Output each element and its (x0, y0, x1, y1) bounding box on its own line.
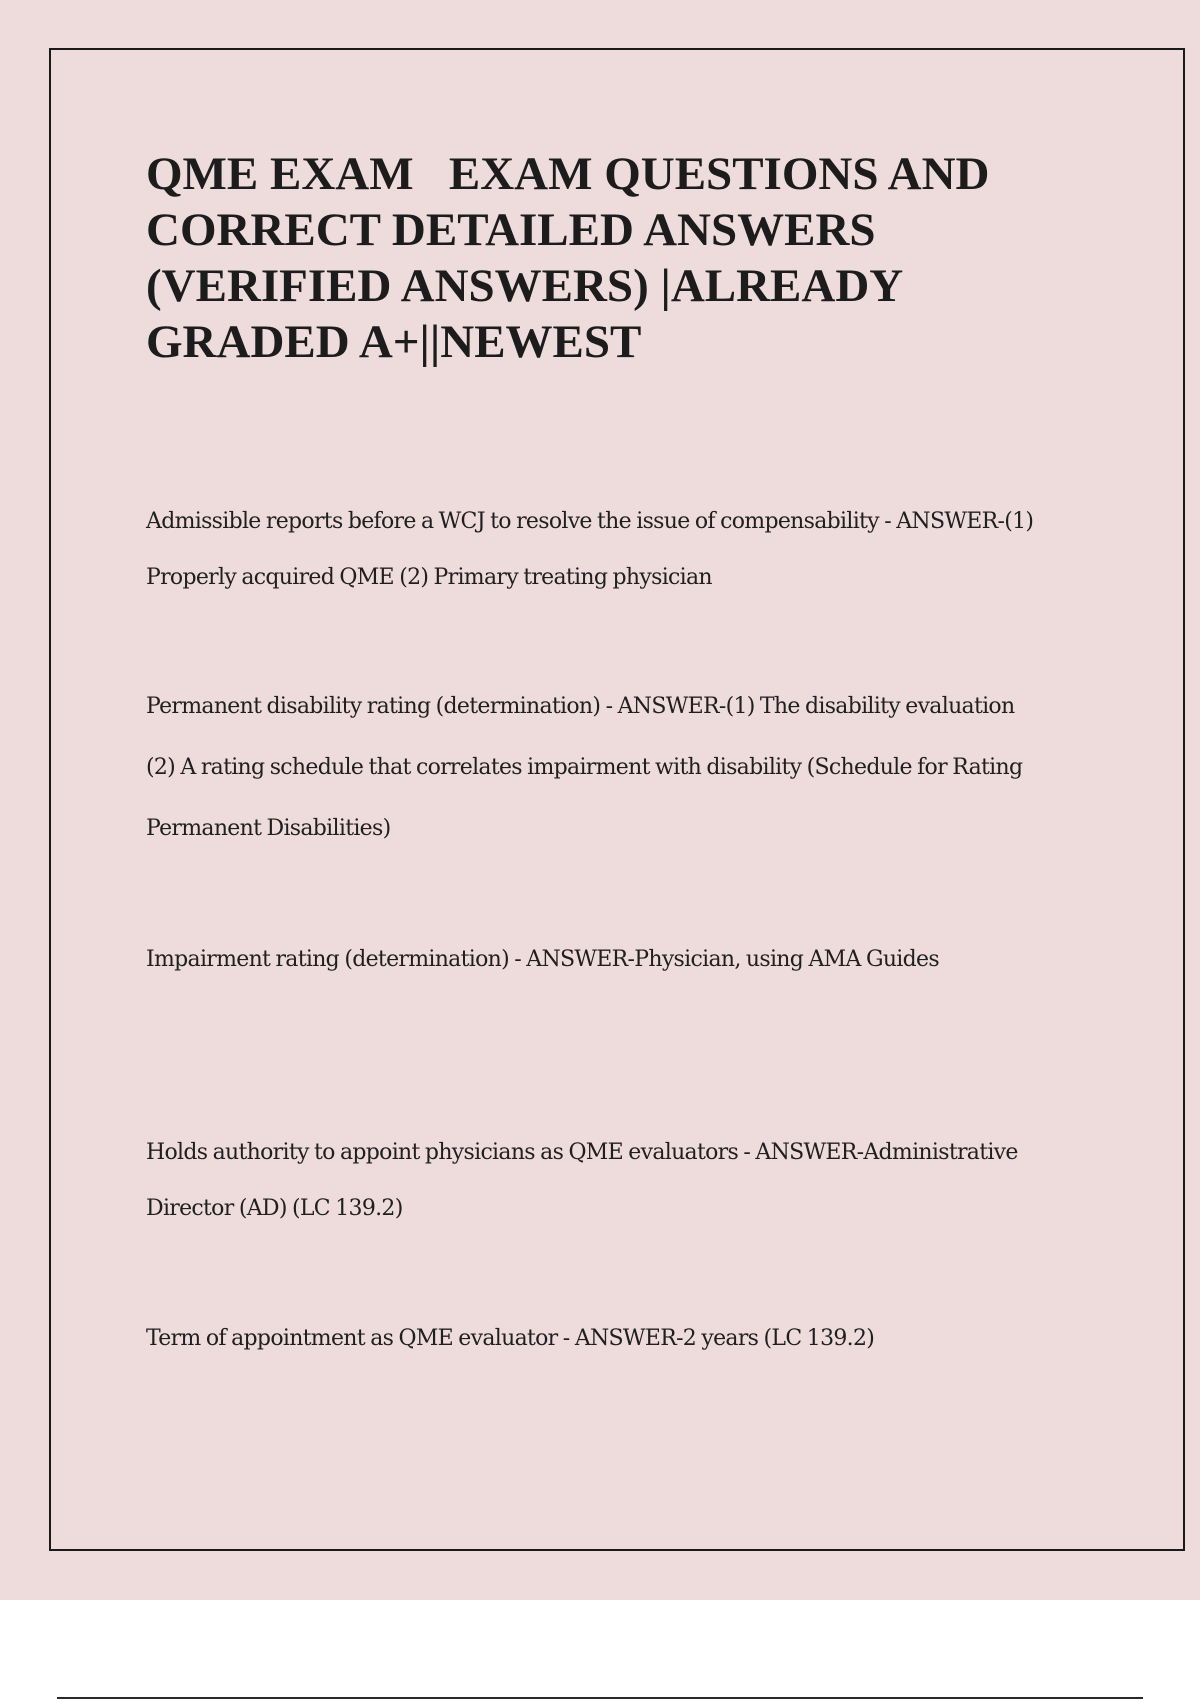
qa-line: Director (AD) (LC 139.2) (146, 1196, 403, 1221)
qa-line: Impairment rating (determination) - ANSWER-Physician, using AMA Guides (146, 947, 939, 972)
qa-line: Admissible reports before a WCJ to resolve the issue of compensability - ANSWER-(1) (146, 509, 1034, 534)
qa-line: Permanent disability rating (determination) - ANSWER-(1) The disability evaluation (146, 694, 1015, 719)
document-title: QME EXAM EXAM QUESTIONS AND CORRECT DETAILED ANSWERS (VERIFIED ANSWERS) |ALREADY GRADED A+||NEWEST (146, 148, 990, 368)
qa-line: Holds authority to appoint physicians as QME evaluators - ANSWER-Administrative (146, 1140, 1018, 1165)
qa-line: Term of appointment as QME evaluator - ANSWER-2 years (LC 139.2) (146, 1326, 875, 1351)
qa-entry-term-of-appointment (146, 1311, 874, 1367)
qa-line: (2) A rating schedule that correlates impairment with disability (Schedule for Rating (146, 755, 1023, 780)
next-page-top-rule (57, 1697, 1143, 1699)
qa-line: Permanent Disabilities) (146, 816, 391, 841)
qa-line: Properly acquired QME (2) Primary treating physician (146, 565, 712, 590)
qa-entry-qme-authority (146, 1125, 1018, 1237)
qa-entry-admissible-reports (146, 494, 1033, 606)
qa-entry-impairment-rating (146, 932, 939, 988)
qa-entry-permanent-disability (146, 679, 1022, 857)
